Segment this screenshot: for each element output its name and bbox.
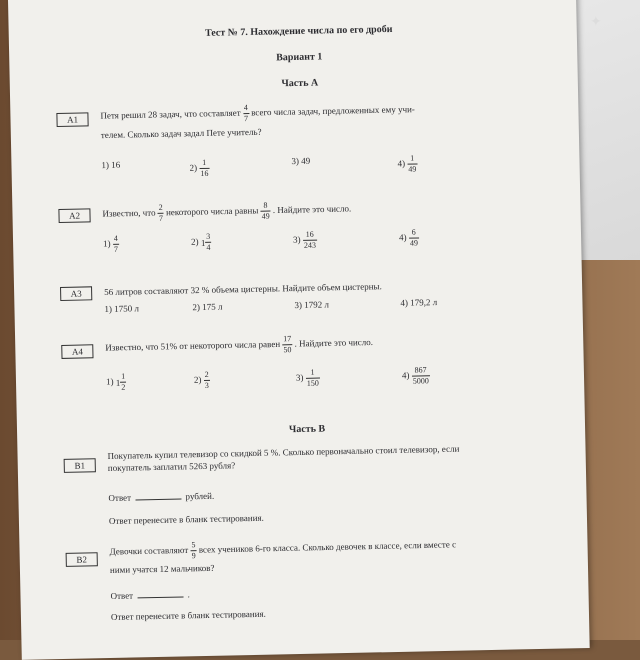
test-sheet [8, 0, 590, 660]
option-label: 2) [190, 236, 199, 247]
question-text: 56 литров составляют 32 % объема цистерны. Найдите объем цистерны. [104, 281, 382, 298]
answer-unit: рублей. [185, 490, 215, 502]
answer-label: Ответ [110, 590, 134, 601]
option-label: 3) [292, 234, 301, 245]
fraction-numerator: 1 [120, 372, 126, 383]
question-text [107, 441, 547, 474]
question-number-box: A2 [58, 208, 90, 223]
question-text-part: покупатель заплатил 5263 рубля? [107, 460, 236, 474]
fraction-numerator: 6 [409, 227, 419, 238]
fraction-denominator: 16 [200, 168, 209, 179]
mixed-whole: 1 [115, 377, 121, 388]
fraction [205, 232, 211, 253]
fraction [158, 203, 164, 224]
question-text [105, 329, 545, 359]
answer-blank[interactable] [135, 490, 181, 500]
fraction [306, 368, 320, 389]
fraction-denominator: 7 [243, 113, 249, 124]
transfer-note: Ответ перенесите в бланк тестирования. [108, 512, 264, 526]
transfer-note: Ответ перенесите в бланк тестирования. [110, 608, 266, 622]
option-4[interactable] [397, 153, 417, 174]
fraction-denominator: 9 [191, 551, 196, 561]
fraction [243, 103, 249, 124]
option-value: 49 [301, 155, 311, 166]
fraction-denominator: 2 [121, 382, 126, 392]
question-text-part: ними учатся 12 мальчиков? [109, 562, 215, 575]
question-text-part: Петя решил 28 задач, что составляет [100, 107, 241, 121]
fraction-numerator: 16 [303, 230, 317, 241]
fraction [204, 370, 210, 391]
option-3[interactable] [293, 230, 317, 251]
fraction [303, 230, 317, 251]
fraction-denominator: 4 [206, 242, 211, 252]
fraction [407, 153, 417, 174]
option-label: 4) [401, 370, 410, 381]
option-1[interactable] [106, 372, 127, 393]
option-label: 1) [105, 376, 114, 387]
question-number-box: A1 [56, 112, 88, 127]
question-text-part: Девочки составляют [109, 544, 189, 557]
fraction-numerator: 867 [411, 365, 429, 376]
answer-label: Ответ [108, 492, 132, 504]
question-text [109, 533, 550, 578]
question-number-box: A3 [60, 286, 92, 301]
question-text [100, 97, 541, 144]
fraction [190, 540, 196, 561]
fraction-numerator: 2 [204, 370, 210, 381]
option-label: 3) [291, 155, 300, 167]
question-number-box: B1 [64, 458, 96, 473]
question-text-part: некоторого числа равны [165, 205, 259, 218]
option-label: 2) [193, 374, 202, 385]
option-value: 1792 л [304, 299, 330, 310]
option-1[interactable] [104, 303, 139, 314]
fraction [409, 227, 419, 248]
question-text [102, 195, 542, 225]
test-title: Тест № 7. Нахождение числа по его дроби [204, 23, 393, 39]
fraction-numerator: 2 [158, 203, 164, 214]
fraction [282, 334, 292, 355]
answer-options [103, 225, 523, 258]
question-a4 [55, 329, 555, 392]
option-2[interactable] [189, 158, 209, 179]
part-a-heading: Часть А [281, 77, 319, 90]
option-4[interactable] [402, 365, 430, 387]
test-content [49, 21, 549, 622]
fraction-numerator: 4 [243, 103, 249, 114]
option-3[interactable] [294, 299, 329, 310]
question-text-part: всех учеников 6-го класса. Сколько девочек в классе, если вместе с [198, 539, 457, 555]
option-label: 4) [397, 158, 406, 169]
answer-options [106, 363, 526, 396]
fraction [260, 201, 270, 222]
question-text-part: всего числа задач, предложенных ему учи- [251, 104, 415, 118]
option-value: 175 л [202, 301, 223, 312]
option-label: 4) [398, 232, 407, 243]
question-number-box: A4 [61, 344, 93, 359]
fraction-numerator: 3 [205, 232, 211, 243]
question-a3 [54, 275, 554, 315]
fraction-numerator: 8 [260, 201, 270, 212]
fraction-numerator: 1 [199, 158, 209, 169]
question-b2 [59, 533, 559, 622]
option-label: 1) [101, 159, 110, 171]
question-text-part: . Найдите это число. [294, 336, 374, 349]
answer-line [108, 490, 214, 503]
fraction-denominator: 5000 [412, 376, 429, 386]
answer-line [110, 588, 190, 601]
variant-label: Вариант 1 [276, 51, 323, 64]
question-text-part: телем. Сколько задач задал Пете учитель? [100, 126, 262, 141]
question-a2 [52, 195, 552, 254]
question-a1 [50, 97, 550, 179]
fraction-denominator: 7 [113, 244, 119, 254]
part-b-heading: Часть B [288, 423, 326, 436]
fraction [199, 158, 209, 179]
fraction-numerator: 4 [113, 234, 119, 245]
option-value: 1750 л [114, 303, 140, 314]
answer-options [104, 295, 524, 328]
option-label: 2) [192, 302, 201, 313]
option-value: 179,2 л [410, 297, 438, 308]
question-text-part: Известно, что [102, 207, 156, 219]
fraction [120, 372, 126, 393]
option-3[interactable] [291, 156, 310, 166]
option-value: 16 [111, 159, 121, 170]
fraction-numerator: 1 [306, 368, 320, 379]
question-text-part: . Найдите это число. [272, 203, 352, 216]
fraction-denominator: 7 [158, 213, 164, 223]
option-4[interactable] [400, 297, 437, 308]
fraction-denominator: 49 [408, 164, 417, 174]
question-b1 [57, 441, 557, 526]
answer-options [101, 151, 521, 184]
mixed-whole: 1 [200, 237, 206, 248]
option-label: 4) [400, 297, 409, 308]
question-text-part: Покупатель купил телевизор со скидкой 5 %. Сколько первоначально стоил телевизор, если [107, 443, 460, 462]
answer-blank[interactable] [137, 588, 183, 598]
option-1[interactable] [101, 160, 120, 170]
option-label: 1) [103, 238, 111, 249]
fraction [411, 365, 429, 386]
option-2[interactable] [194, 370, 210, 391]
answer-unit: . [187, 589, 190, 600]
option-label: 3) [295, 372, 304, 383]
fraction-denominator: 243 [303, 240, 317, 250]
fraction-numerator: 1 [407, 153, 417, 164]
option-3[interactable] [296, 368, 320, 389]
fraction-denominator: 49 [261, 211, 270, 221]
fraction-denominator: 50 [283, 345, 292, 355]
fraction [113, 234, 119, 255]
fraction-numerator: 17 [282, 334, 292, 345]
option-4[interactable] [399, 227, 419, 248]
option-1[interactable] [103, 234, 119, 255]
option-label: 2) [189, 162, 198, 173]
option-2[interactable] [192, 302, 222, 313]
option-label: 1) [104, 303, 113, 315]
fraction-numerator: 5 [190, 540, 196, 551]
sparkle-mark: ✦ [590, 15, 602, 30]
question-number-box: B2 [66, 552, 98, 567]
fraction-denominator: 3 [204, 380, 209, 390]
option-label: 3) [294, 299, 303, 311]
question-text-part: Известно, что 51% от некоторого числа равен [105, 338, 281, 353]
fraction-denominator: 150 [306, 378, 319, 388]
option-2[interactable] [191, 232, 212, 253]
fraction-denominator: 49 [409, 238, 419, 248]
